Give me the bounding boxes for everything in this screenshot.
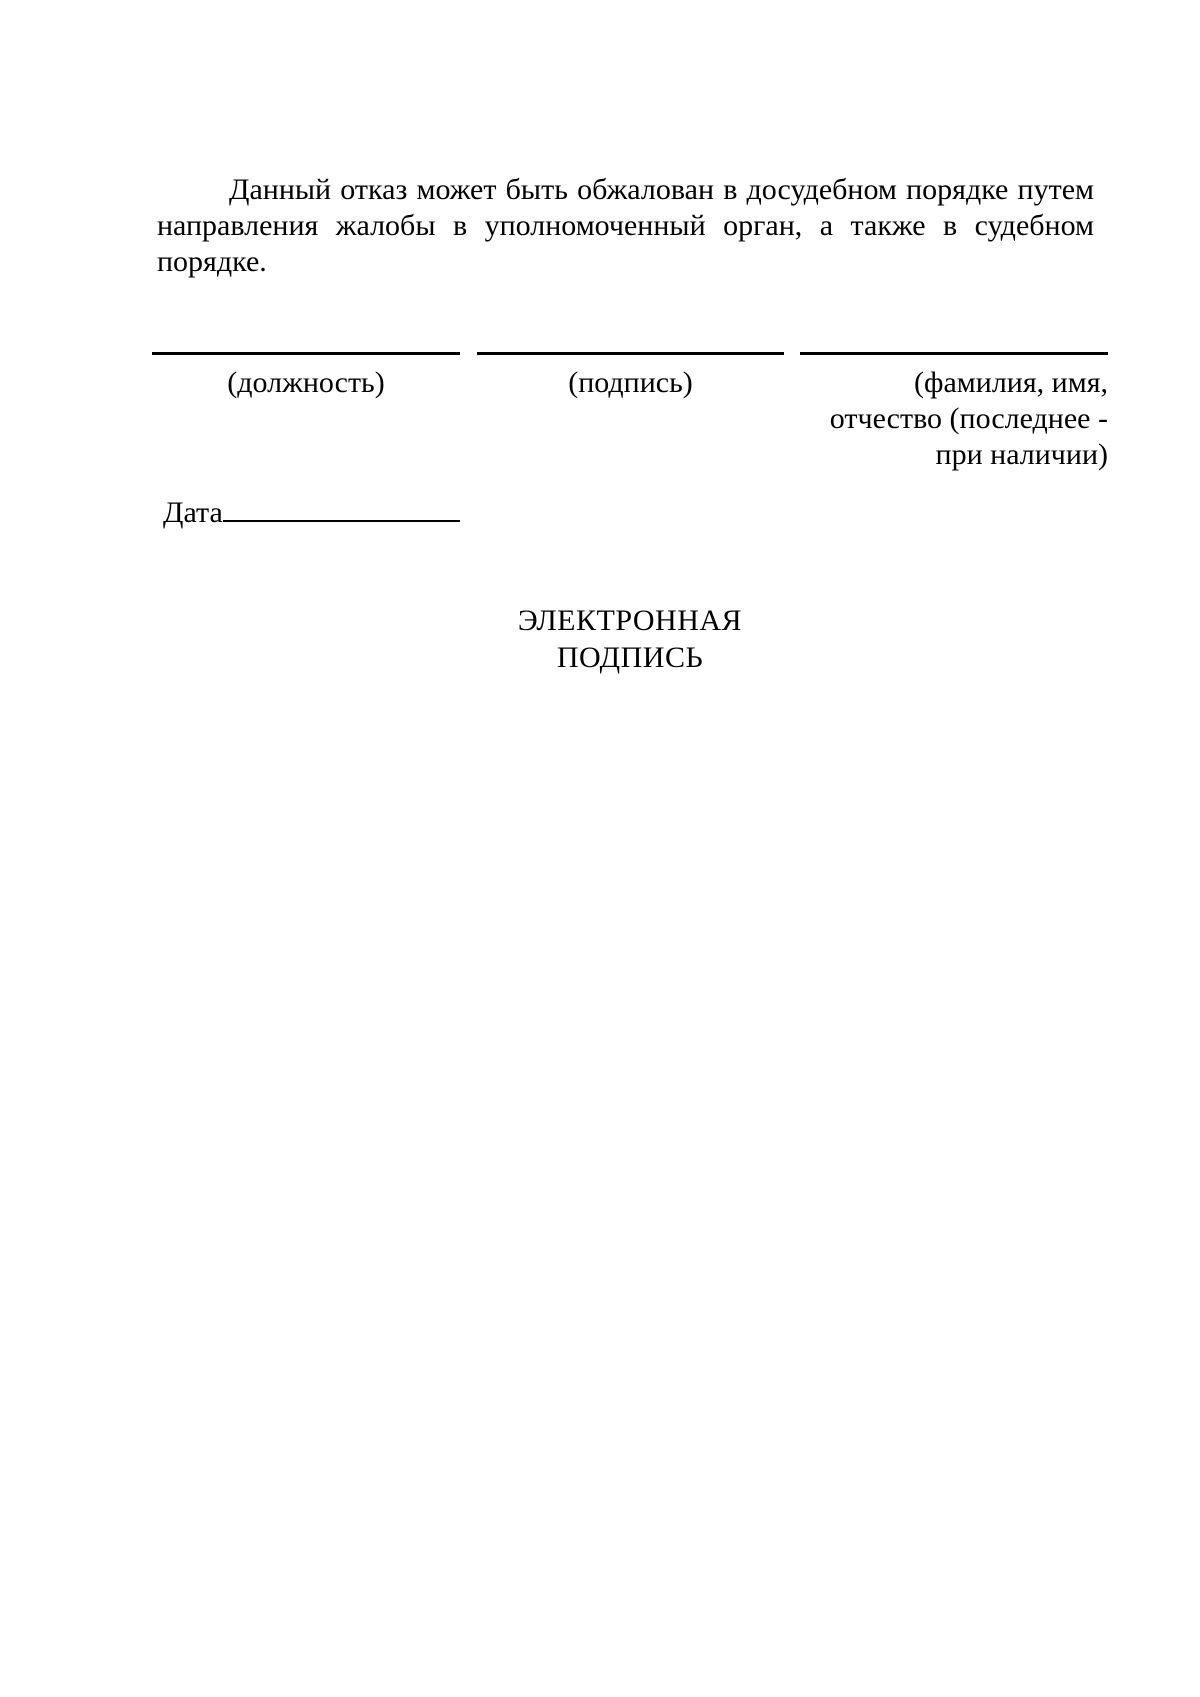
position-line [152,352,460,355]
position-caption: (должность) [227,366,385,399]
appeal-notice-paragraph: Данный отказ может быть обжалован в досудебном порядке путем направления жалобы в уполномоченный орган, а также в судебном порядке. [157,173,1094,278]
electronic-signature-stamp [400,602,860,676]
electronic-signature-line1: ЭЛЕКТРОННАЯ [517,604,743,637]
full-name-line [800,352,1108,355]
signature-field [477,352,784,401]
date-blank-line [223,490,460,522]
date-label: Дата [163,496,223,529]
full-name-field [800,352,1108,473]
signature-line [477,352,784,355]
electronic-signature-line2: ПОДПИСЬ [556,641,704,674]
date-field [163,490,460,531]
signature-caption: (подпись) [568,366,693,399]
full-name-caption: (фамилия, имя, отчество (последнее - при наличии) [829,366,1108,471]
position-field [152,352,460,401]
signature-block [152,352,1108,472]
